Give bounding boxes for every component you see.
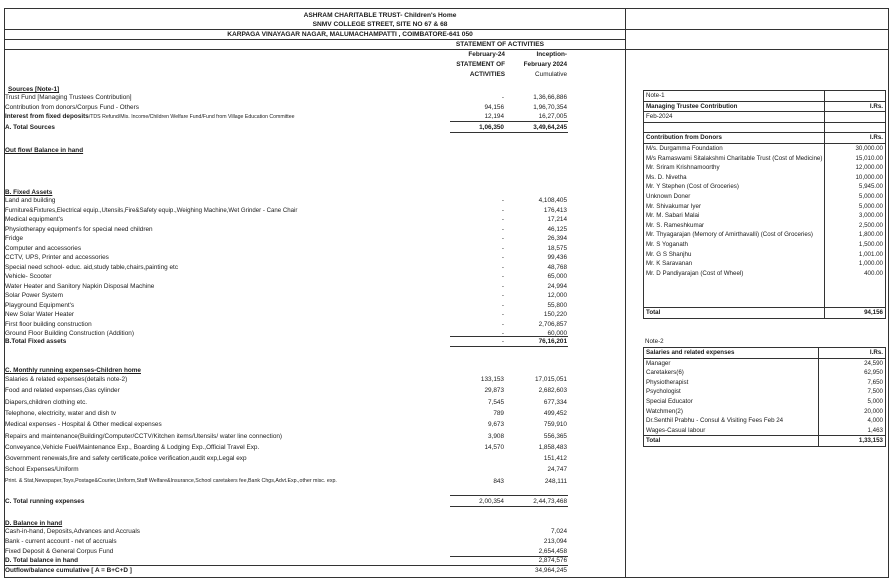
table-row bbox=[644, 211, 886, 221]
line-item-label: Special need school- educ. aid,study table,chairs,painting etc bbox=[5, 263, 179, 271]
note1-title: Note-1 bbox=[644, 91, 825, 102]
line-item-label: First floor building construction bbox=[5, 320, 92, 328]
balance-heading: D. Balance in hand bbox=[5, 520, 63, 527]
line-item-label: Land and building bbox=[5, 197, 56, 204]
line-item-cumulative: 24,747 bbox=[547, 466, 567, 474]
line-item-cumulative: 99,436 bbox=[547, 254, 567, 261]
table-row bbox=[644, 378, 886, 388]
currency-label: I.Rs. bbox=[825, 101, 886, 112]
empty-cell bbox=[644, 278, 825, 288]
divider bbox=[4, 39, 626, 40]
line-item-cumulative: 556,365 bbox=[543, 432, 567, 440]
statement-title: STATEMENT OF ACTIVITIES bbox=[455, 41, 545, 48]
line-item-cumulative: 16,27,005 bbox=[538, 113, 567, 120]
salaries-total: 1,33,153 bbox=[819, 436, 886, 447]
spacer-row bbox=[644, 278, 886, 288]
table-row bbox=[644, 250, 886, 260]
line-item-month: - bbox=[501, 216, 504, 223]
currency-label: I.Rs. bbox=[819, 348, 886, 359]
table-row bbox=[644, 407, 886, 417]
line-item-cumulative: 7,024 bbox=[551, 528, 567, 535]
note2-table bbox=[643, 347, 886, 447]
line-item-month: - bbox=[501, 197, 504, 204]
donor-name: Mr. Y Stephen (Cost of Groceries) bbox=[644, 182, 825, 192]
salary-item-name: Wages-Casual labour bbox=[644, 426, 819, 436]
total-running-cumulative: 2,44,73,468 bbox=[533, 498, 567, 505]
line-item-month: 29,873 bbox=[484, 387, 504, 395]
spacer-row bbox=[644, 288, 886, 298]
line-item-label-detail: /TDS Refund/Mis. Income/Children Welfare Fund/Fund from Village Education Committee bbox=[88, 114, 295, 120]
table-row bbox=[644, 202, 886, 212]
org-name: ASHRAM CHARITABLE TRUST- Children's Home bbox=[303, 12, 457, 19]
donor-name: Mr. S. Rameshkumar bbox=[644, 221, 825, 231]
note2-title: Note-2 bbox=[645, 338, 664, 345]
line-item-label: Conveyance,Vehicle Fuel/Maintenance Exp., Boarding & Lodging Exp.,Official Travel Exp. bbox=[5, 443, 260, 451]
table-row bbox=[644, 221, 886, 231]
line-item-month: 94,156 bbox=[484, 103, 504, 111]
line-item-label: Print. & Stat,Newspaper,Toys,Postage&Courier,Uniform,Staff Welfare&Insurance,School caretakers fee,Bank Chgs,Advt.Exp.,other misc. exp. bbox=[5, 477, 337, 484]
line-item-label: Salaries & related expenses(details note-2) bbox=[5, 376, 128, 383]
total-running-month: 2,00,354 bbox=[479, 498, 504, 505]
donor-amount: 5,945.00 bbox=[825, 182, 886, 192]
donor-name: Mr. K Saravanan bbox=[644, 259, 825, 269]
fixed-assets-heading: B. Fixed Assets bbox=[5, 189, 53, 196]
line-item-cumulative: 2,682,603 bbox=[538, 387, 567, 395]
line-item-label: New Solar Water Heater bbox=[5, 311, 75, 318]
total-rule bbox=[450, 346, 568, 347]
table-row bbox=[644, 387, 886, 397]
salary-item-name: Watchmen(2) bbox=[644, 407, 819, 417]
line-item-label-bold: Interest from fixed deposits bbox=[5, 113, 89, 120]
donor-amount: 2,500.00 bbox=[825, 221, 886, 231]
currency-label: I.Rs. bbox=[825, 133, 886, 144]
total-rule bbox=[450, 132, 568, 133]
empty-cell bbox=[825, 112, 886, 123]
donor-name: Mr. D Pandiyarajan (Cost of Wheel) bbox=[644, 269, 825, 279]
total-sources-label: A. Total Sources bbox=[5, 124, 55, 131]
total-sources-cumulative: 3,49,64,245 bbox=[533, 124, 567, 131]
table-row bbox=[644, 154, 886, 164]
note1-title-row bbox=[644, 91, 886, 102]
line-item-cumulative: 151,412 bbox=[543, 455, 567, 463]
grand-total-cumulative: 34,964,245 bbox=[535, 567, 567, 574]
line-item-label: Trust Fund [Managing Trustees Contribution] bbox=[5, 94, 132, 101]
line-item-label: Bank - current account - net of accruals bbox=[5, 538, 117, 545]
line-item-label: Fridge bbox=[5, 235, 24, 242]
line-item-cumulative: 759,910 bbox=[543, 421, 567, 429]
line-item-month: - bbox=[501, 94, 504, 101]
donor-name: Mr. Thyagarajan (Memory of Amirthavalli) (Cost of Groceries) bbox=[644, 230, 825, 240]
line-item-cumulative: 46,125 bbox=[547, 225, 567, 233]
line-item-month: - bbox=[501, 263, 504, 271]
line-item-month: - bbox=[501, 206, 504, 214]
period-label: Feb-2024 bbox=[644, 112, 825, 123]
line-item-cumulative: 17,015,051 bbox=[535, 376, 567, 383]
salary-item-amount: 24,590 bbox=[819, 358, 886, 368]
col-cumulative-header: Inception- February 2024 Cumulative bbox=[523, 51, 567, 78]
table-row bbox=[644, 182, 886, 192]
line-item-cumulative: 55,800 bbox=[547, 301, 567, 309]
donor-name: Unknown Doner bbox=[644, 192, 825, 202]
line-item-month: - bbox=[501, 301, 504, 309]
line-item-cumulative: 48,768 bbox=[547, 263, 567, 271]
donor-name: Mr. M. Sabari Malai bbox=[644, 211, 825, 221]
donor-amount: 1,500.00 bbox=[825, 240, 886, 250]
total-balance-label: D. Total balance in hand bbox=[5, 557, 79, 564]
salary-item-amount: 7,500 bbox=[819, 387, 886, 397]
donor-amount: 5,000.00 bbox=[825, 192, 886, 202]
donor-name: M/s. Durgamma Foundation bbox=[644, 143, 825, 153]
donor-amount: 400.00 bbox=[825, 269, 886, 279]
total-row bbox=[644, 308, 886, 319]
line-item-label: Food and related expenses,Gas cylinder bbox=[5, 387, 120, 395]
period-row bbox=[644, 112, 886, 123]
empty-cell bbox=[644, 288, 825, 298]
table-row bbox=[644, 192, 886, 202]
line-item-label: Government renewals,fire and safety certificate,police verification,audit exp,Legal exp bbox=[5, 455, 247, 463]
spacer-row bbox=[644, 122, 886, 133]
org-address-line1: SNMV COLLEGE STREET, SITE NO 67 & 68 bbox=[312, 21, 448, 28]
line-item-label: Repairs and maintenance(Building/Computer/CCTV/Kitchen items/Utensils/ water line connection) bbox=[5, 432, 283, 440]
total-fixed-assets-label: B.Total Fixed assets bbox=[5, 338, 67, 345]
total-rule bbox=[450, 121, 568, 122]
total-fixed-assets-month: - bbox=[501, 338, 504, 345]
outflow-heading: Out flow/ Balance in hand bbox=[5, 147, 84, 154]
line-item-cumulative: 1,858,483 bbox=[538, 443, 567, 451]
line-item-label: Physiotherapy equipment's for special need children bbox=[5, 225, 153, 233]
line-item-cumulative: 24,994 bbox=[547, 282, 567, 290]
empty-cell bbox=[825, 288, 886, 298]
line-item-cumulative: 2,654,458 bbox=[538, 548, 567, 555]
line-item-cumulative: 4,108,405 bbox=[538, 197, 567, 204]
line-item-label: Water Heater and Sanitory Napkin Disposal Machine bbox=[5, 282, 155, 290]
line-item-month: - bbox=[501, 330, 504, 337]
line-item-month: 14,570 bbox=[484, 443, 504, 451]
table-row bbox=[644, 269, 886, 279]
line-item-label: Cash-in-hand, Deposits,Advances and Accruals bbox=[5, 528, 140, 535]
line-item-month: 843 bbox=[493, 477, 504, 485]
line-item-cumulative: 248,111 bbox=[544, 477, 567, 485]
line-item-month bbox=[440, 454, 504, 463]
donor-amount: 1,800.00 bbox=[825, 230, 886, 240]
total-balance-cumulative: 2,874,576 bbox=[538, 557, 567, 564]
line-item-label: Solar Power System bbox=[5, 292, 63, 299]
line-item-cumulative: 499,452 bbox=[543, 409, 567, 417]
total-sources-month: 1,06,350 bbox=[479, 124, 504, 131]
total-label: Total bbox=[644, 308, 825, 319]
line-item-month: - bbox=[501, 311, 504, 318]
line-item-cumulative: 150,220 bbox=[543, 311, 567, 318]
line-item-label: Diapers,children clothing etc. bbox=[5, 398, 88, 406]
line-item-label: Telephone, electricity, water and dish tv bbox=[5, 409, 117, 417]
salary-item-amount: 7,650 bbox=[819, 378, 886, 388]
line-item-month: - bbox=[501, 320, 504, 328]
line-item-cumulative: 1,96,70,354 bbox=[533, 103, 567, 111]
table-row bbox=[644, 426, 886, 436]
donor-name: Mr. S Yoganath bbox=[644, 240, 825, 250]
donor-name: Ms. D. Nivetha bbox=[644, 173, 825, 183]
line-item-label bbox=[5, 112, 294, 121]
salary-item-name: Dr.Senthil Prabhu - Consul & Visiting Fees Feb 24 bbox=[644, 416, 819, 426]
salary-item-name: Physiotherapist bbox=[644, 378, 819, 388]
salary-item-name: Special Educator bbox=[644, 397, 819, 407]
line-item-month: 7,545 bbox=[488, 398, 504, 406]
line-item-month: 3,908 bbox=[488, 432, 504, 440]
sources-heading: Sources [Note-1] bbox=[8, 86, 60, 93]
table-header-row bbox=[644, 101, 886, 112]
line-item-month: - bbox=[501, 225, 504, 233]
donors-total: 94,156 bbox=[825, 308, 886, 319]
line-item-month: 9,673 bbox=[488, 421, 504, 429]
donor-amount: 30,000.00 bbox=[825, 143, 886, 153]
line-item-cumulative: 26,394 bbox=[547, 235, 567, 242]
line-item-label: Ground Floor Building Construction (Addition) bbox=[5, 330, 134, 337]
grand-total-label: Outflow/balance cumulative [ A = B+C+D ] bbox=[5, 567, 132, 574]
table-row bbox=[644, 143, 886, 153]
line-item-month: 133,153 bbox=[480, 376, 504, 383]
salaries-heading: Salaries and related expenses bbox=[644, 348, 819, 359]
empty-cell bbox=[644, 297, 825, 307]
salary-item-name: Caretakers(6) bbox=[644, 368, 819, 378]
donor-name: Mr. Sriram Krishnamoorthy bbox=[644, 163, 825, 173]
line-item-month: - bbox=[501, 273, 504, 280]
line-item-label: CCTV, UPS, Printer and accessories bbox=[5, 254, 109, 261]
salary-item-name: Manager bbox=[644, 358, 819, 368]
col-month-header: February-24 STATEMENT OF ACTIVITIES bbox=[456, 51, 505, 78]
line-item-label: Medical expenses - Hospital & Other medical expenses bbox=[5, 421, 162, 429]
salary-item-amount: 4,000 bbox=[819, 416, 886, 426]
line-item-month: 789 bbox=[493, 409, 504, 417]
empty-cell bbox=[825, 278, 886, 288]
table-header-row bbox=[644, 133, 886, 144]
line-item-label: Contribution from donors/Corpus Fund - Others bbox=[5, 103, 139, 111]
table-row bbox=[644, 397, 886, 407]
table-row bbox=[644, 230, 886, 240]
line-item-cumulative: 60,000 bbox=[547, 330, 567, 337]
total-label: Total bbox=[644, 436, 819, 447]
line-item-label: Medical equipment's bbox=[5, 216, 64, 223]
donor-amount: 5,000.00 bbox=[825, 202, 886, 212]
divider bbox=[4, 29, 889, 30]
line-item-label: Fixed Deposit & General Corpus Fund bbox=[5, 548, 114, 555]
line-item-month: - bbox=[501, 244, 504, 252]
line-item-cumulative: 65,000 bbox=[547, 273, 567, 280]
note1-table bbox=[643, 90, 886, 319]
line-item-month: - bbox=[501, 292, 504, 299]
line-item-month: 12,194 bbox=[484, 113, 504, 120]
total-rule bbox=[450, 495, 568, 496]
line-item-cumulative: 18,575 bbox=[547, 244, 567, 252]
line-item-month: - bbox=[501, 282, 504, 290]
org-address-line2: KARPAGA VINAYAGAR NAGAR, MALUMACHAMPATTI , COIMBATORE-641 050 bbox=[227, 31, 473, 38]
line-item-month: - bbox=[501, 254, 504, 261]
table-row bbox=[644, 163, 886, 173]
donor-name: Mr. Shivakumar Iyer bbox=[644, 202, 825, 212]
donor-amount: 1,000.00 bbox=[825, 259, 886, 269]
line-item-month: - bbox=[501, 235, 504, 242]
donor-amount: 1,001.00 bbox=[825, 250, 886, 260]
table-row bbox=[644, 368, 886, 378]
salary-item-amount: 5,000 bbox=[819, 397, 886, 407]
empty-cell bbox=[825, 297, 886, 307]
line-item-label: Vehicle- Scooter bbox=[5, 273, 52, 280]
line-item-cumulative: 12,000 bbox=[547, 292, 567, 299]
salary-item-amount: 1,463 bbox=[819, 426, 886, 436]
donor-amount: 10,000.00 bbox=[825, 173, 886, 183]
empty-cell bbox=[644, 122, 825, 133]
donor-amount: 3,000.00 bbox=[825, 211, 886, 221]
line-item-label: Computer and accessories bbox=[5, 244, 82, 252]
salary-item-amount: 62,950 bbox=[819, 368, 886, 378]
line-item-label: Playground Equipment's bbox=[5, 301, 75, 309]
managing-trustee-heading: Managing Trustee Contribution bbox=[644, 101, 825, 112]
donor-amount: 15,010.00 bbox=[825, 154, 886, 164]
line-item-cumulative: 176,413 bbox=[543, 206, 567, 214]
total-running-label: C. Total running expenses bbox=[5, 498, 85, 505]
donors-heading: Contribution from Donors bbox=[644, 133, 825, 144]
table-row bbox=[644, 240, 886, 250]
empty-cell bbox=[825, 122, 886, 133]
line-item-month bbox=[440, 465, 504, 474]
donor-name: M/s Ramaswami Sitalakshmi Charitable Trust (Cost of Medicine) bbox=[644, 154, 825, 164]
line-item-cumulative: 213,094 bbox=[543, 538, 567, 545]
line-item-label: School Expenses/Uniform bbox=[5, 466, 79, 474]
table-row bbox=[644, 173, 886, 183]
line-item-cumulative: 677,334 bbox=[543, 398, 567, 406]
line-item-cumulative: 2,706,857 bbox=[538, 320, 567, 328]
line-item-cumulative: 17,214 bbox=[547, 216, 567, 223]
spacer-row bbox=[644, 297, 886, 307]
table-row bbox=[644, 358, 886, 368]
salary-item-amount: 20,000 bbox=[819, 407, 886, 417]
total-rule bbox=[450, 506, 568, 507]
running-expenses-heading: C. Monthly running expenses-Children home bbox=[5, 367, 141, 374]
donor-amount: 12,000.00 bbox=[825, 163, 886, 173]
line-item-label: Furniture&Fixtures,Electrical equip.,Utensils,Fire&Safety equip.,Weighing Machine,Wet Grinder - Cane Chair bbox=[5, 206, 298, 214]
table-row bbox=[644, 416, 886, 426]
salary-item-name: Psychologist bbox=[644, 387, 819, 397]
total-fixed-assets-cumulative: 76,16,201 bbox=[538, 338, 567, 345]
line-item-cumulative: 1,36,66,886 bbox=[533, 94, 567, 101]
table-header-row bbox=[644, 348, 886, 359]
table-row bbox=[644, 259, 886, 269]
donor-name: Mr. G S Shanjhu bbox=[644, 250, 825, 260]
total-row bbox=[644, 436, 886, 447]
empty-cell bbox=[825, 91, 886, 102]
